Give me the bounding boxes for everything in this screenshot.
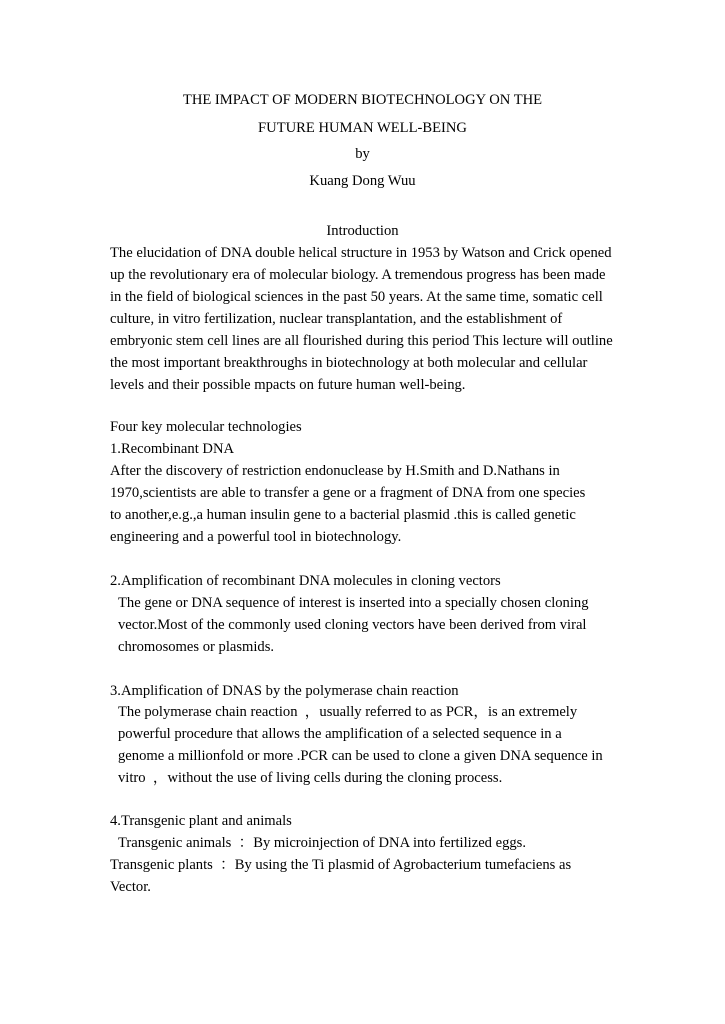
section-2-heading: 2.Amplification of recombinant DNA molecules in cloning vectors [110, 573, 501, 589]
author-name: Kuang Dong Wuu [309, 173, 416, 189]
section-3-line: powerful procedure that allows the amplification of a selected sequence in a [118, 726, 562, 742]
introduction-line: up the revolutionary era of molecular biology. A tremendous progress has been made [110, 267, 606, 283]
introduction-line: embryonic stem cell lines are all flourished during this period This lecture will outline [110, 333, 613, 349]
section-1-line: 1970,scientists are able to transfer a gene or a fragment of DNA from one species [110, 485, 586, 501]
title-by: by [355, 146, 370, 162]
introduction-line: in the field of biological sciences in the past 50 years. At the same time, somatic cell [110, 289, 603, 305]
section-2-line: The gene or DNA sequence of interest is inserted into a specially chosen cloning [118, 595, 589, 611]
introduction-line: levels and their possible mpacts on future human well-being. [110, 377, 466, 393]
section-2-line: vector.Most of the commonly used cloning vectors have been derived from viral [118, 617, 587, 633]
section-4-line: Transgenic plants ：By using the Ti plasmid of Agrobacterium tumefaciens as [110, 857, 572, 873]
section-4-line: Vector. [110, 879, 151, 895]
technologies-heading: Four key molecular technologies [110, 419, 302, 435]
introduction-line: the most important breakthroughs in biotechnology at both molecular and cellular [110, 355, 588, 371]
section-2-line: chromosomes or plasmids. [118, 639, 275, 655]
title-line-2: FUTURE HUMAN WELL-BEING [258, 120, 467, 136]
section-1-heading: 1.Recombinant DNA [110, 441, 235, 457]
section-3-heading: 3.Amplification of DNAS by the polymerase chain reaction [110, 683, 459, 699]
section-4-heading: 4.Transgenic plant and animals [110, 813, 292, 829]
introduction-heading: Introduction [326, 223, 399, 239]
title-line-1: THE IMPACT OF MODERN BIOTECHNOLOGY ON THE [182, 92, 543, 108]
section-4-line: Transgenic animals ：By microinjection of DNA into fertilized eggs. [118, 835, 527, 851]
section-1-line: After the discovery of restriction endonuclease by H.Smith and D.Nathans in [110, 463, 560, 479]
section-3-line: genome a millionfold or more .PCR can be used to clone a given DNA sequence in [118, 748, 603, 764]
introduction-line: The elucidation of DNA double helical structure in 1953 by Watson and Crick opened [110, 245, 612, 261]
introduction-line: culture, in vitro fertilization, nuclear transplantation, and the establishment of [110, 311, 563, 327]
section-1-line: engineering and a powerful tool in biotechnology. [110, 529, 402, 545]
section-3-line: vitro ，without the use of living cells during the cloning process. [118, 770, 503, 786]
section-1-line: to another,e.g.,a human insulin gene to a bacterial plasmid .this is called genetic [110, 507, 576, 523]
section-3-line: The polymerase chain reaction ，usually referred to as PCR，is an extremely [118, 704, 578, 720]
